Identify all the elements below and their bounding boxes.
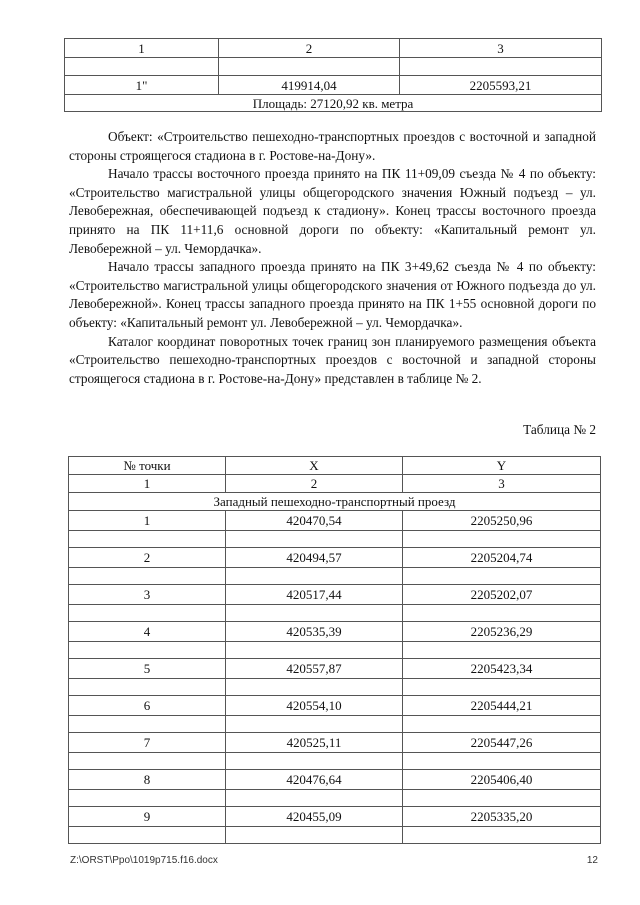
table-row-empty bbox=[69, 827, 601, 844]
x-coordinate-cell: 420557,87 bbox=[226, 659, 403, 679]
point-number-cell: 5 bbox=[69, 659, 226, 679]
table-row-empty bbox=[69, 753, 601, 770]
x-coordinate-cell: 420535,39 bbox=[226, 622, 403, 642]
y-coordinate-cell: 2205406,40 bbox=[403, 770, 601, 790]
y-coordinate-cell: 2205335,20 bbox=[403, 807, 601, 827]
table-row bbox=[69, 733, 601, 753]
table-header-row bbox=[65, 39, 602, 58]
y-coordinate-cell: 2205236,29 bbox=[403, 622, 601, 642]
x-coordinate-cell: 420517,44 bbox=[226, 585, 403, 605]
column-number-2: 2 bbox=[226, 475, 403, 493]
point-number-cell: 9 bbox=[69, 807, 226, 827]
point-number-cell: 3 bbox=[69, 585, 226, 605]
table-row-empty bbox=[69, 642, 601, 659]
y-coordinate-cell: 2205250,96 bbox=[403, 511, 601, 531]
paragraph-east-route: Начало трассы восточного проезда принято на ПК 11+09,09 съезда № 4 по объекту: «Строительство магистральной улицы общегородского значения Южный подъезд – ул. Левобережная, обеспечивающей подъезд к стадиону». Конец трассы восточного проезда принято на ПК 11+11,6 основной дороги по объекту: «Капитальный ремонт ул. Левобережной – ул. Чемордачка». bbox=[69, 166, 596, 256]
table-row-empty bbox=[65, 58, 602, 76]
paragraph-catalog: Каталог координат поворотных точек границ зон планируемого размещения объекта «Строительство пешеходно-транспортных проездов с восточной и западной стороны строящегося стадиона в г. Ростове-на-Дону» представлен в таблице № 2. bbox=[69, 333, 596, 386]
coordinates-table-continuation bbox=[64, 38, 602, 112]
y-coordinate-cell: 2205447,26 bbox=[403, 733, 601, 753]
table-row-empty bbox=[69, 568, 601, 585]
column-number-3: 3 bbox=[400, 39, 602, 58]
table-row-empty bbox=[69, 716, 601, 733]
point-number-cell: 7 bbox=[69, 733, 226, 753]
column-header-x: X bbox=[226, 457, 403, 475]
table-row bbox=[69, 622, 601, 642]
coordinates-table-body bbox=[69, 511, 601, 844]
body-text bbox=[69, 128, 596, 388]
table-row bbox=[69, 548, 601, 568]
footer-file-path: Z:\ORST\Ppo\1019p715.f16.docx bbox=[70, 855, 218, 866]
y-coordinate-cell: 2205444,21 bbox=[403, 696, 601, 716]
point-number-cell: 1 bbox=[69, 511, 226, 531]
y-coordinate-cell: 2205423,34 bbox=[403, 659, 601, 679]
column-header-y: Y bbox=[403, 457, 601, 475]
x-coordinate-cell: 420525,11 bbox=[226, 733, 403, 753]
point-number-cell: 6 bbox=[69, 696, 226, 716]
column-header-point: № точки bbox=[69, 457, 226, 475]
x-coordinate-cell: 420470,54 bbox=[226, 511, 403, 531]
y-coordinate-cell: 2205593,21 bbox=[400, 76, 602, 95]
table-header-row bbox=[69, 457, 601, 475]
table-row-empty bbox=[69, 605, 601, 622]
table-row bbox=[69, 511, 601, 531]
point-number-cell: 2 bbox=[69, 548, 226, 568]
column-numbers-row bbox=[69, 475, 601, 493]
column-number-1: 1 bbox=[65, 39, 219, 58]
table-row bbox=[69, 659, 601, 679]
table-row bbox=[69, 696, 601, 716]
point-number-cell: 1" bbox=[65, 76, 219, 95]
y-coordinate-cell: 2205204,74 bbox=[403, 548, 601, 568]
table-row-empty bbox=[69, 679, 601, 696]
x-coordinate-cell: 420455,09 bbox=[226, 807, 403, 827]
paragraph-west-route: Начало трассы западного проезда принято на ПК 3+49,62 съезда № 4 по объекту: «Строительство магистральной улицы общегородского значения от Южного подъезда до ул. Левобережной». Конец трассы западного проезда принято на ПК 1+55 основной дороги по объекту: «Капитальный ремонт ул. Левобережной – ул. Чемордачка». bbox=[69, 259, 596, 330]
area-row bbox=[65, 95, 602, 112]
table-row-empty bbox=[69, 790, 601, 807]
column-number-2: 2 bbox=[219, 39, 400, 58]
x-coordinate-cell: 420554,10 bbox=[226, 696, 403, 716]
footer-page-number: 12 bbox=[586, 855, 598, 866]
section-row bbox=[69, 493, 601, 511]
x-coordinate-cell: 419914,04 bbox=[219, 76, 400, 95]
table-caption: Таблица № 2 bbox=[523, 422, 596, 437]
x-coordinate-cell: 420476,64 bbox=[226, 770, 403, 790]
y-coordinate-cell: 2205202,07 bbox=[403, 585, 601, 605]
column-number-3: 3 bbox=[403, 475, 601, 493]
table-row bbox=[65, 76, 602, 95]
table-row bbox=[69, 770, 601, 790]
x-coordinate-cell: 420494,57 bbox=[226, 548, 403, 568]
coordinates-table bbox=[68, 456, 601, 844]
paragraph-object: Объект: «Строительство пешеходно-транспортных проездов с восточной и западной стороны строящегося стадиона в г. Ростове-на-Дону». bbox=[69, 129, 596, 163]
table-row bbox=[69, 585, 601, 605]
table-row bbox=[69, 807, 601, 827]
column-number-1: 1 bbox=[69, 475, 226, 493]
table-row-empty bbox=[69, 531, 601, 548]
point-number-cell: 4 bbox=[69, 622, 226, 642]
section-title: Западный пешеходно-транспортный проезд bbox=[69, 493, 601, 511]
area-cell: Площадь: 27120,92 кв. метра bbox=[65, 95, 602, 112]
point-number-cell: 8 bbox=[69, 770, 226, 790]
